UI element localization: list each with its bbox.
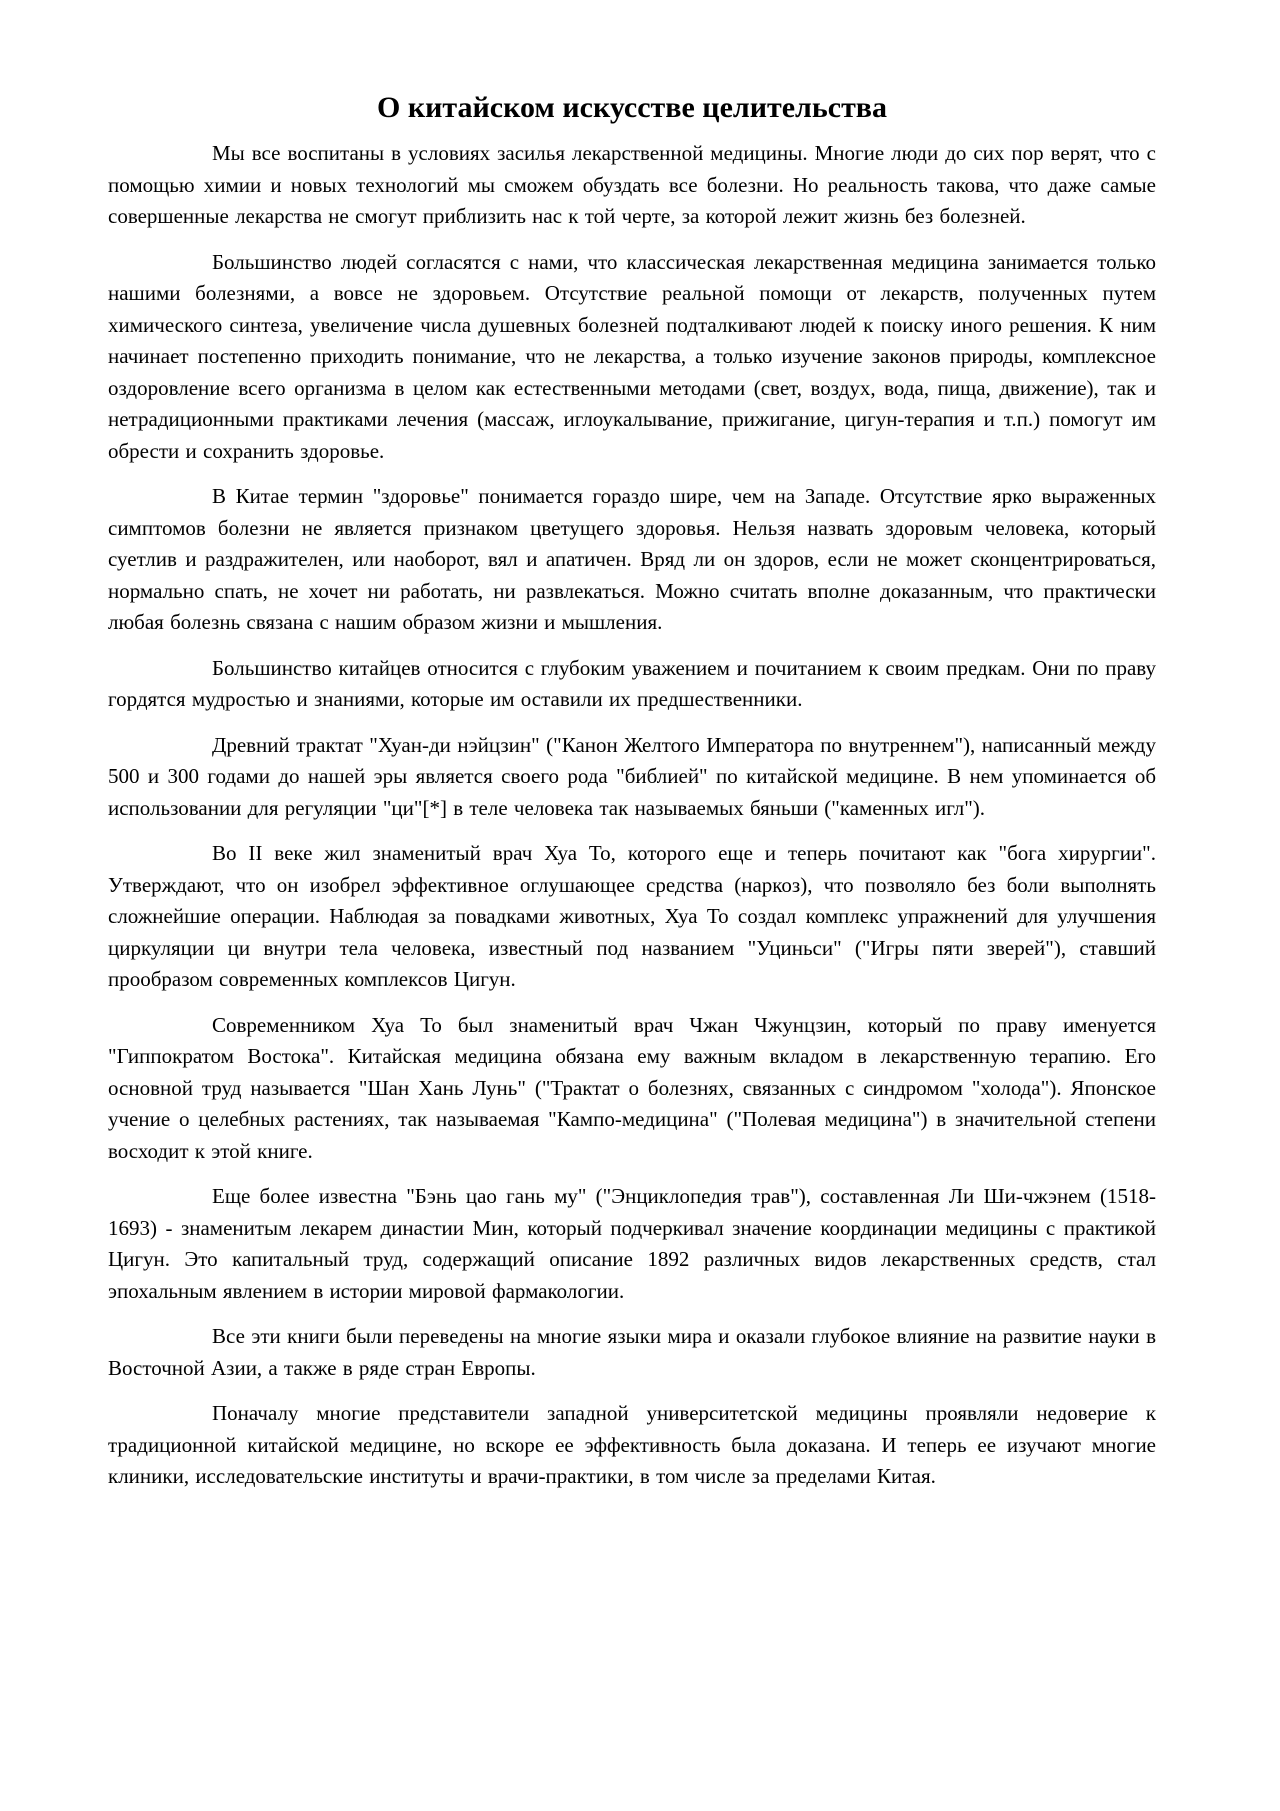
paragraph-zhang-zhongjing: Современником Хуа То был знаменитый врач Чжан Чжунцзин, который по праву именуется "Гиппократом Востока". Китайская медицина обязана ему важным вкладом в лекарственную терапию. Его основной труд называется "Шан Хань Лунь" ("Трактат о болезнях, связанных с синдромом "холода"). Японское учение о целебных растениях, так называемая "Кампо-медицина" ("Полевая медицина") в значительной степени восходит к этой книге. [108,1012,1156,1163]
paragraph-intro: Мы все воспитаны в условиях засилья лекарственной медицины. Многие люди до сих пор верят, что с помощью химии и новых технологий мы сможем обуздать все болезни. Но реальность такова, что даже самые совершенные лекарства не смогут приблизить нас к той черте, за которой лежит жизнь без болезней. [108,141,1156,228]
paragraph-classical-medicine: Большинство людей согласятся с нами, что классическая лекарственная медицина занимается только нашими болезнями, а вовсе не здоровьем. Отсутствие реальной помощи от лекарств, полученных путем химического синтеза, увеличение числа душевных болезней подталкивают людей к поиску иного решения. К ним начинает постепенно приходить понимание, что не лекарства, а только изучение законов природы, комплексное оздоровление всего организма в целом как естественными методами (свет, воздух, вода, пища, движение), так и нетрадиционными практиками лечения (массаж, иглоукалывание, прижигание, цигун-терапия и т.п.) помогут им обрести и сохранить здоровье. [108,249,1156,463]
paragraph-ancestors: Большинство китайцев относится с глубоким уважением и почитанием к своим предкам. Они по праву гордятся мудростью и знаниями, которые им оставили их предшественники. [108,655,1156,711]
paragraph-western-medicine: Поначалу многие представители западной университетской медицины проявляли недоверие к традиционной китайской медицине, но вскоре ее эффективность была доказана. И теперь ее изучают многие клиники, исследовательские институты и врачи-практики, в том числе за пределами Китая. [108,1401,1156,1488]
paragraph-health-term: В Китае термин "здоровье" понимается гораздо шире, чем на Западе. Отсутствие ярко выраженных симптомов болезни не является признаком цветущего здоровья. Нельзя назвать здоровым человека, который суетлив и раздражителен, или наоборот, вял и апатичен. Вряд ли он здоров, если не может сконцентрироваться, нормально спать, не хочет ни работать, ни развлекаться. Можно считать вполне доказанным, что практически любая болезнь связана с нашим образом жизни и мышления. [108,484,1156,634]
paragraph-translations: Все эти книги были переведены на многие языки мира и оказали глубокое влияние на развитие науки в Восточной Азии, а также в ряде стран Европы. [108,1324,1156,1380]
paragraph-ben-cao-gan-mu: Еще более известна "Бэнь цао гань му" ("Энциклопедия трав"), составленная Ли Ши-чжэнем (1518-1693) - знаменитым лекарем династии Мин, который подчеркивал значение координации медицины с практикой Цигун. Это капитальный труд, содержащий описание 1892 различных видов лекарственных средств, стал эпохальным явлением в истории мировой фармакологии. [108,1184,1156,1303]
paragraph-ancient-treatise: Древний трактат "Хуан-ди нэйцзин" ("Канон Желтого Императора по внутреннем"), написанный между 500 и 300 годами до нашей эры является своего рода "библией" по китайской медицине. В нем упоминается об использовании для регуляции "ци"[*] в теле человека так называемых бяньши ("каменных игл"). [108,732,1156,820]
document-title: О китайском искусстве целительства [377,91,887,124]
paragraph-hua-to: Во II веке жил знаменитый врач Хуа То, которого еще и теперь почитают как "бога хирургии". Утверждают, что он изобрел эффективное оглушающее средства (наркоз), что позволяло без боли выполнять сложнейшие операции. Наблюдая за повадками животных, Хуа То создал комплекс упражнений для улучшения циркуляции ци внутри тела человека, известный под названием "Уциньси" ("Игры пяти зверей"), ставший прообразом современных комплексов Цигун. [108,841,1156,991]
